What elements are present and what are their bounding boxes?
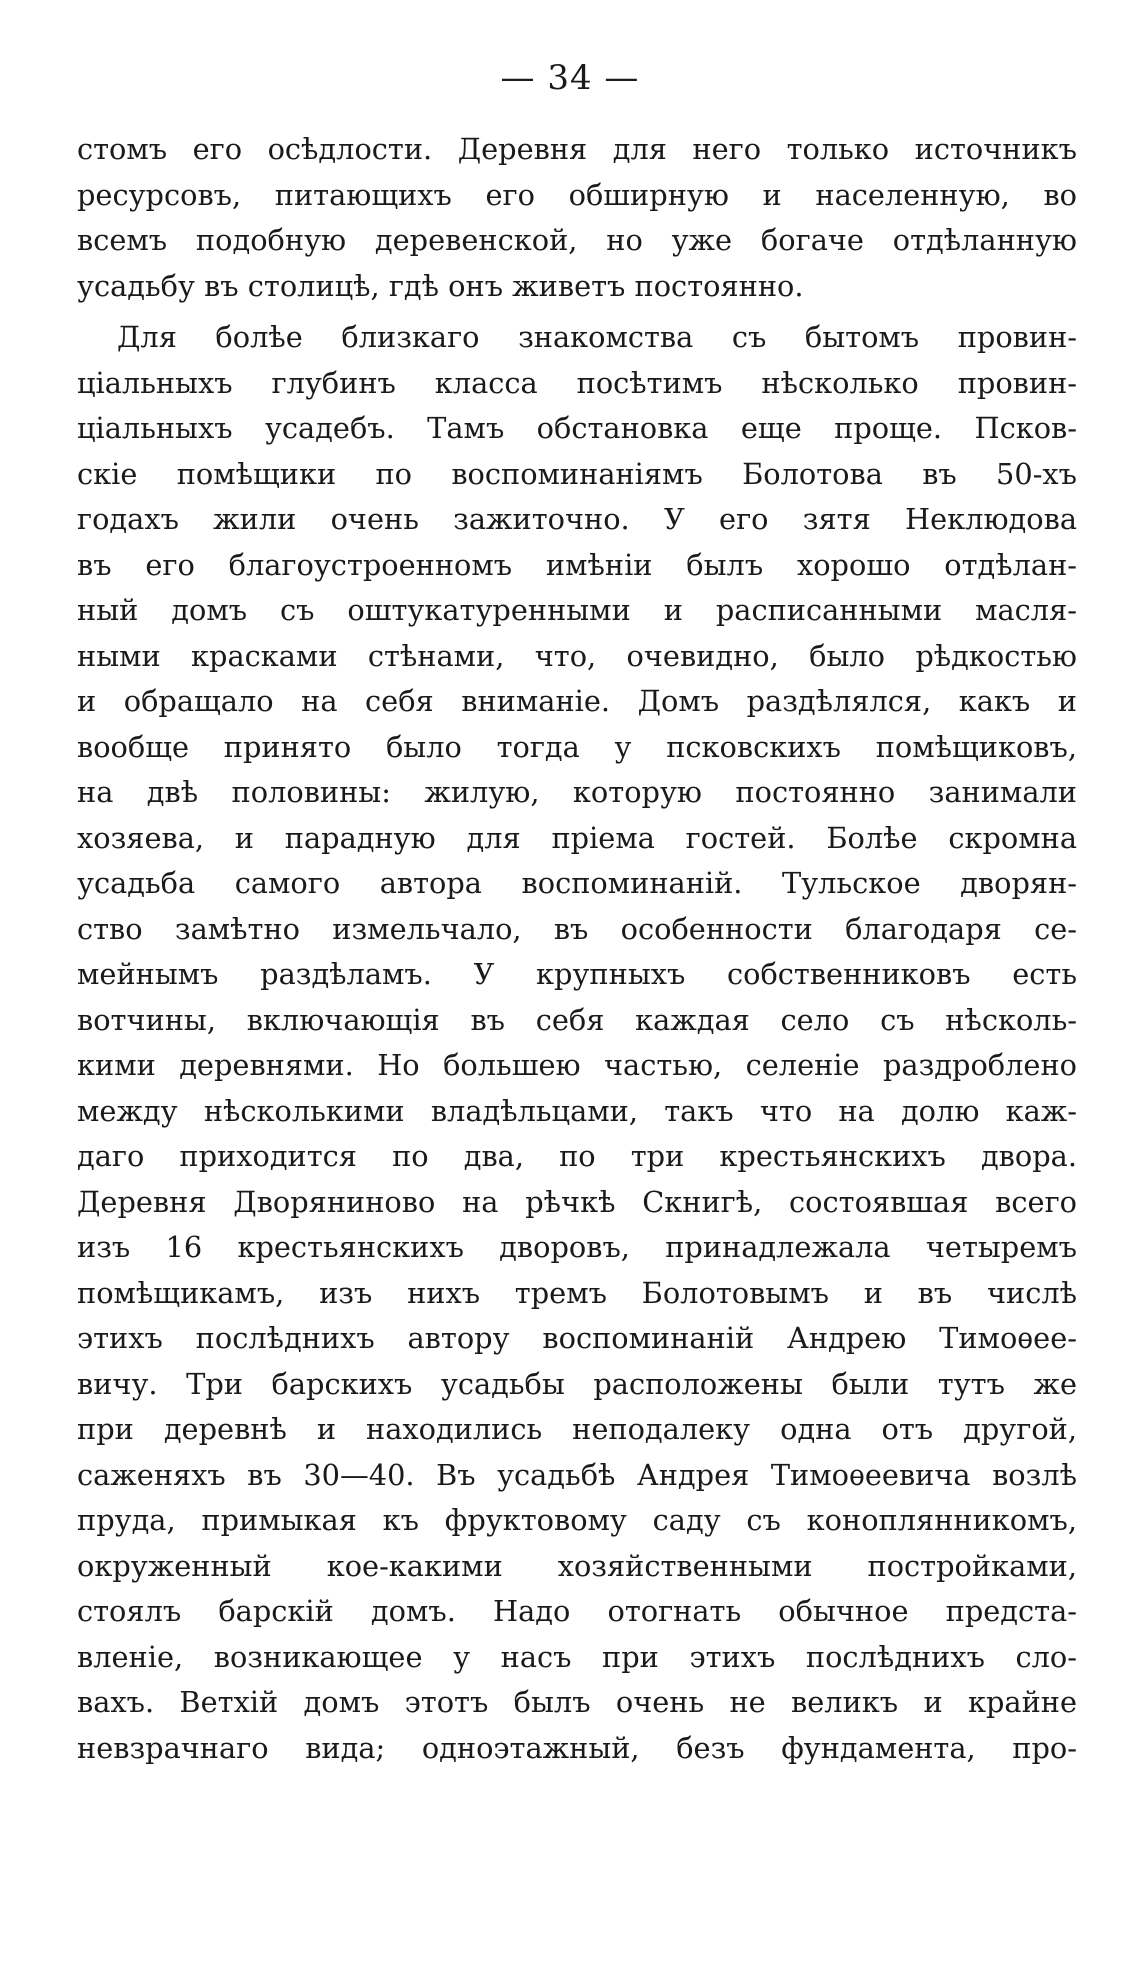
paragraph-1 [77, 127, 1077, 309]
text-line: пруда, примыкая къ фруктовому саду съ коноплянникомъ, [77, 1503, 1077, 1537]
text-line: всемъ подобную деревенской, но уже богаче отдѣланную [77, 223, 1077, 257]
text-line: ство замѣтно измельчало, въ особенности благодаря се- [77, 911, 1077, 946]
text-line: Для болѣе близкаго знакомства съ бытомъ провин- [117, 320, 1077, 354]
text-line: ціальныхъ усадебъ. Тамъ обстановка еще проще. Псков- [77, 411, 1077, 445]
text-line: въ его благоустроенномъ имѣніи былъ хорошо отдѣлан- [77, 547, 1077, 582]
text-line: изъ 16 крестьянскихъ дворовъ, принадлежала четыремъ [77, 1230, 1077, 1264]
text-line: даго приходится по два, по три крестьянскихъ двора. [77, 1139, 1077, 1173]
text-line: стоялъ барскій домъ. Надо отогнать обычное предста- [77, 1594, 1077, 1628]
text-line: усадьбу въ столицѣ, гдѣ онъ живетъ постоянно. [77, 268, 804, 303]
body-text [77, 127, 1077, 1771]
text-line: помѣщикамъ, изъ нихъ тремъ Болотовымъ и въ числѣ [77, 1275, 1077, 1310]
text-line: хозяева, и парадную для пріема гостей. Болѣе скромна [77, 820, 1077, 855]
text-line: между нѣсколькими владѣльцами, такъ что на долю каж- [77, 1093, 1077, 1128]
page-number: — 34 — [500, 58, 640, 98]
text-line: вленіе, возникающее у насъ при этихъ послѣднихъ сло- [77, 1639, 1077, 1674]
text-line: скіе помѣщики по воспоминаніямъ Болотова въ 50-хъ [77, 456, 1077, 491]
text-line: ресурсовъ, питающихъ его обширную и населенную, во [77, 177, 1077, 212]
text-line: и обращало на себя вниманіе. Домъ раздѣлялся, какъ и [77, 684, 1077, 718]
text-line: мейнымъ раздѣламъ. У крупныхъ собственниковъ есть [77, 957, 1077, 991]
paragraph-2 [77, 315, 1077, 1771]
text-line: годахъ жили очень зажиточно. У его зятя Неклюдова [77, 502, 1077, 536]
text-line: невзрачнаго вида; одноэтажный, безъ фундамента, про- [77, 1730, 1077, 1765]
text-line: вотчины, включающія въ себя каждая село съ нѣсколь- [77, 1002, 1077, 1037]
text-line: стомъ его осѣдлости. Деревня для него только источникъ [77, 132, 1077, 166]
text-line: усадьба самого автора воспоминаній. Тульское дворян- [77, 866, 1077, 900]
text-line: вообще принято было тогда у псковскихъ помѣщиковъ, [77, 729, 1077, 764]
text-line: окруженный кое-какими хозяйственными постройками, [77, 1548, 1077, 1583]
text-line: вахъ. Ветхій домъ этотъ былъ очень не великъ и крайне [77, 1685, 1077, 1719]
text-line: этихъ послѣднихъ автору воспоминаній Андрею Тимоѳее- [77, 1321, 1077, 1355]
text-line: кими деревнями. Но большею частью, селеніе раздроблено [77, 1048, 1077, 1082]
text-line: при деревнѣ и находились неподалеку одна отъ другой, [77, 1412, 1077, 1446]
text-line: на двѣ половины: жилую, которую постоянно занимали [77, 775, 1077, 809]
text-line: ный домъ съ оштукатуренными и расписанными масля- [77, 593, 1077, 627]
text-line: вичу. Три барскихъ усадьбы расположены были тутъ же [77, 1366, 1077, 1401]
text-line: ными красками стѣнами, что, очевидно, было рѣдкостью [77, 638, 1077, 673]
text-line: ціальныхъ глубинъ класса посѣтимъ нѣсколько провин- [77, 365, 1077, 400]
text-line: саженяхъ въ 30—40. Въ усадьбѣ Андрея Тимоѳеевича возлѣ [77, 1457, 1077, 1492]
text-line: Деревня Дворяниново на рѣчкѣ Скнигѣ, состоявшая всего [77, 1184, 1077, 1219]
